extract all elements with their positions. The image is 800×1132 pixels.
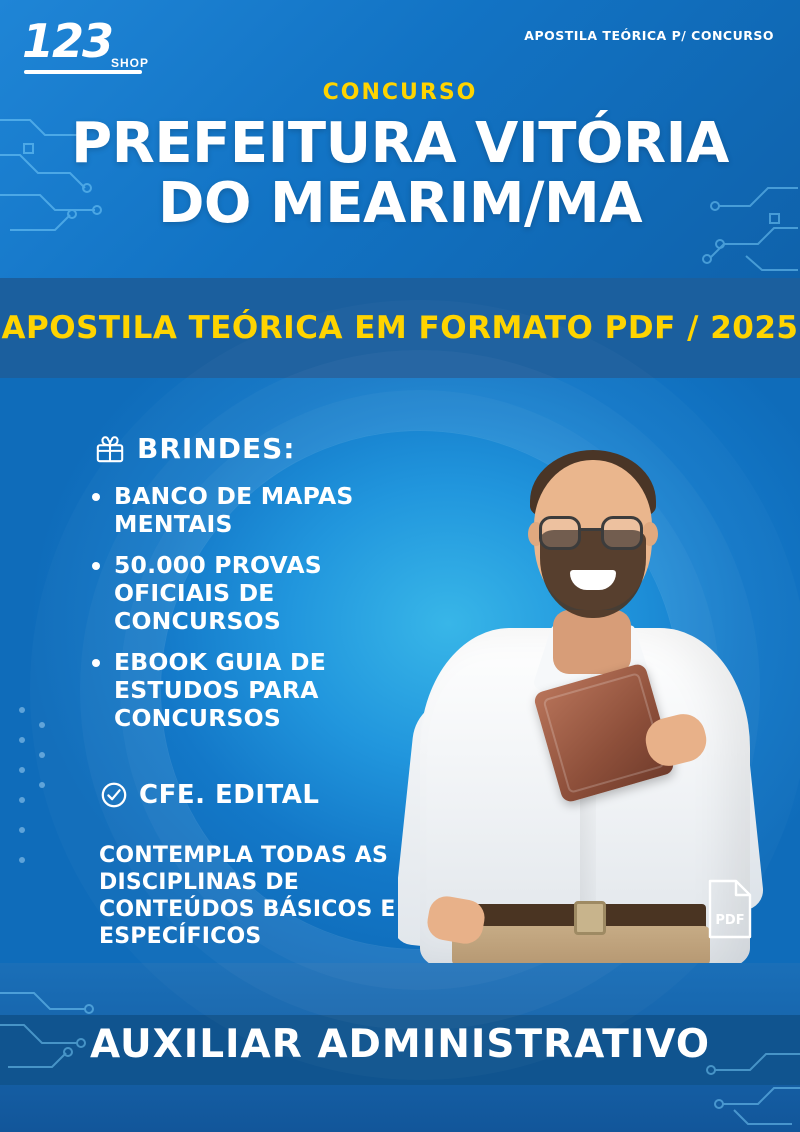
brand-logo-underline	[24, 70, 142, 74]
pdf-file-icon	[704, 878, 756, 940]
bonus-heading	[95, 432, 296, 465]
brand-logo-text: 123	[22, 14, 113, 68]
format-label: APOSTILA TEÓRICA EM FORMATO PDF / 2025	[1, 310, 799, 346]
brand-logo[interactable]	[22, 14, 157, 72]
gift-icon	[95, 434, 125, 464]
kicker-label: CONCURSO	[322, 80, 478, 105]
list-item: EBOOK GUIA DE ESTUDOS PARA CONCURSOS	[88, 648, 428, 732]
svg-text:PDF: PDF	[715, 913, 745, 928]
check-circle-icon	[100, 781, 128, 809]
list-item: BANCO DE MAPAS MENTAIS	[88, 482, 428, 538]
edital-heading	[100, 780, 319, 810]
page-title-line-2: DO MEARIM/MA	[157, 171, 643, 236]
brand-logo-suffix: SHOP	[110, 56, 149, 70]
header-tagline: APOSTILA TEÓRICA P/ CONCURSO	[524, 28, 774, 43]
list-item: 50.000 PROVAS OFICIAIS DE CONCURSOS	[88, 551, 428, 635]
bonus-list	[88, 482, 428, 745]
role-title: AUXILIAR ADMINISTRATIVO	[89, 1022, 711, 1067]
edital-heading-label: CFE. EDITAL	[139, 780, 320, 810]
bonus-heading-label: BRINDES:	[137, 432, 296, 465]
edital-description: CONTEMPLA TODAS AS DISCIPLINAS DE CONTEÚDOS BÁSICOS E ESPECÍFICOS	[99, 843, 396, 949]
page-title	[0, 111, 800, 236]
page-title-line-1: PREFEITURA VITÓRIA	[71, 111, 729, 176]
